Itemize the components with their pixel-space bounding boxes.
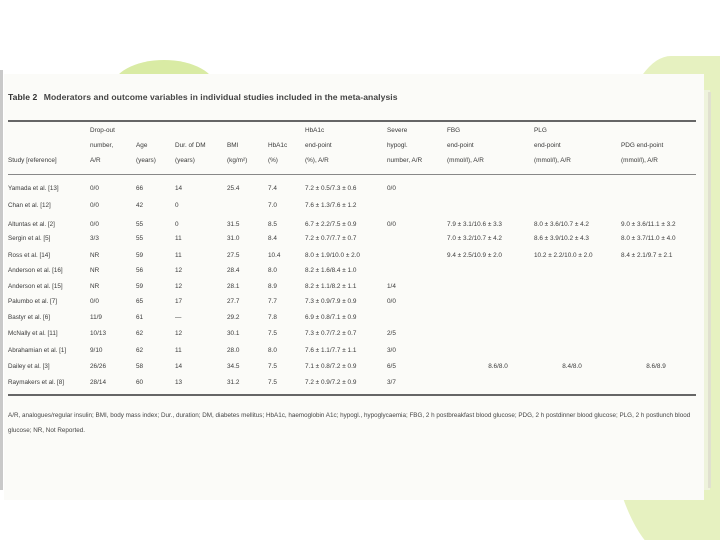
cell-study: Abrahamian et al. [1]	[8, 347, 67, 354]
cell-hba1c: 8.5	[268, 221, 277, 228]
cell-dropout: NR	[90, 283, 100, 290]
cell-hba1c: 10.4	[268, 252, 281, 259]
cell-plg: 8.6 ± 3.9/10.2 ± 4.3	[534, 235, 589, 242]
cell-dur: 13	[175, 379, 183, 386]
cell-hba1c: 7.5	[268, 379, 277, 386]
cell-dropout: 9/10	[90, 347, 103, 354]
cell-dur: 11	[175, 235, 182, 242]
header-hba1c: HbA1c	[268, 142, 288, 149]
header-hypo: number, A/R	[387, 157, 423, 164]
cell-hypo: 0/0	[387, 185, 396, 192]
cell-hypo: 3/7	[387, 379, 396, 386]
cell-plg: 8.4/8.0	[562, 363, 582, 370]
cell-hba1c-end: 8.2 ± 1.6/8.4 ± 1.0	[305, 267, 357, 274]
cell-dropout: NR	[90, 267, 100, 274]
cell-dur: 12	[175, 283, 183, 290]
cell-dur: 14	[175, 185, 183, 192]
cell-study: Yamada et al. [13]	[8, 185, 59, 192]
cell-hba1c: 8.0	[268, 347, 277, 354]
cell-hypo: 0/0	[387, 298, 396, 305]
cell-hba1c-end: 7.2 ± 0.9/7.2 ± 0.9	[305, 379, 357, 386]
cell-hba1c: 8.4	[268, 235, 277, 242]
header-pdg: PDG end-point	[621, 142, 664, 149]
cell-dur: 0	[175, 221, 179, 228]
cell-bmi: 25.4	[227, 185, 240, 192]
header-hba1c-end: (%), A/R	[305, 157, 329, 164]
cell-hba1c-end: 8.2 ± 1.1/8.2 ± 1.1	[305, 283, 357, 290]
cell-bmi: 34.5	[227, 363, 240, 370]
cell-dropout: 11/9	[90, 314, 102, 321]
cell-age: 65	[136, 298, 144, 305]
header-study: Study [reference]	[8, 157, 57, 164]
table-bottom-rule	[8, 394, 696, 396]
header-dropout: Drop-out	[90, 127, 115, 134]
table-top-rule	[8, 120, 696, 122]
cell-fbg: 7.9 ± 3.1/10.6 ± 3.3	[447, 221, 502, 228]
cell-pdg: 9.0 ± 3.6/11.1 ± 3.2	[621, 221, 676, 228]
header-pdg: (mmol/l), A/R	[621, 157, 658, 164]
cell-dur: 14	[175, 363, 183, 370]
cell-dropout: 10/13	[90, 330, 106, 337]
cell-dropout: 26/26	[90, 363, 106, 370]
cell-hypo: 6/5	[387, 363, 396, 370]
header-hba1c-end: end-point	[305, 142, 332, 149]
cell-dropout: 0/0	[90, 221, 99, 228]
cell-dropout: 0/0	[90, 202, 99, 209]
cell-study: Altuntas et al. [2]	[8, 221, 55, 228]
header-age: (years)	[136, 157, 156, 164]
cell-bmi: 27.7	[227, 298, 240, 305]
cell-bmi: 30.1	[227, 330, 240, 337]
cell-study: Palumbo et al. [7]	[8, 298, 58, 305]
cell-hba1c: 7.0	[268, 202, 277, 209]
header-hypo: Severe	[387, 127, 408, 134]
cell-plg: 10.2 ± 2.2/10.0 ± 2.0	[534, 252, 593, 259]
header-hypo: hypogl.	[387, 142, 408, 149]
cell-study: McNally et al. [11]	[8, 330, 58, 337]
cell-dropout: NR	[90, 252, 100, 259]
cell-age: 60	[136, 379, 144, 386]
cell-hba1c-end: 7.3 ± 0.9/7.9 ± 0.9	[305, 298, 357, 305]
header-age: Age	[136, 142, 148, 149]
cell-age: 55	[136, 221, 144, 228]
cell-hba1c-end: 7.1 ± 0.8/7.2 ± 0.9	[305, 363, 357, 370]
cell-hba1c: 8.0	[268, 267, 277, 274]
cell-age: 66	[136, 185, 144, 192]
cell-age: 56	[136, 267, 144, 274]
cell-bmi: 27.5	[227, 252, 240, 259]
cell-hba1c-end: 7.6 ± 1.1/7.7 ± 1.1	[305, 347, 357, 354]
cell-pdg: 8.4 ± 2.1/9.7 ± 2.1	[621, 252, 673, 259]
cell-fbg: 7.0 ± 3.2/10.7 ± 4.2	[447, 235, 502, 242]
cell-age: 59	[136, 252, 144, 259]
header-dropout: A/R	[90, 157, 101, 164]
cell-hba1c-end: 7.2 ± 0.7/7.7 ± 0.7	[305, 235, 357, 242]
header-dropout: number,	[90, 142, 114, 149]
cell-study: Raymakers et al. [8]	[8, 379, 64, 386]
cell-dur: 12	[175, 330, 183, 337]
table-footnote: A/R, analogues/regular insulin; BMI, body mass index; Dur., duration; DM, diabetes mellitus; HbA1c, haemoglobin A1c; hypogl., hypoglycaemia; FBG, 2 h postbreakfast blood glucose; PDG, 2 h postdinner blood glucose; PLG, 2 h postlunch blood glucose; NR, Not Reported.	[8, 412, 691, 434]
cell-hypo: 1/4	[387, 283, 396, 290]
cell-bmi: 28.0	[227, 347, 240, 354]
cell-dropout: 0/0	[90, 185, 99, 192]
header-fbg: (mmol/l), A/R	[447, 157, 484, 164]
cell-hba1c: 7.7	[268, 298, 277, 305]
cell-dropout: 28/14	[90, 379, 106, 386]
cell-age: 58	[136, 363, 144, 370]
cell-hba1c: 7.5	[268, 330, 277, 337]
cell-hba1c-end: 7.3 ± 0.7/7.2 ± 0.7	[305, 330, 357, 337]
cell-dur: 11	[175, 252, 182, 259]
header-hba1c-end: HbA1c	[305, 127, 325, 134]
cell-dur: 17	[175, 298, 183, 305]
cell-bmi: 31.2	[227, 379, 240, 386]
cell-age: 42	[136, 202, 144, 209]
cell-pdg: 8.0 ± 3.7/11.0 ± 4.0	[621, 235, 676, 242]
cell-study: Dailey et al. [3]	[8, 363, 50, 370]
cell-hba1c: 7.5	[268, 363, 277, 370]
table-title	[8, 92, 398, 102]
header-plg: end-point	[534, 142, 561, 149]
cell-dropout: 3/3	[90, 235, 99, 242]
cell-age: 55	[136, 235, 144, 242]
cell-hba1c-end: 7.6 ± 1.3/7.6 ± 1.2	[305, 202, 357, 209]
header-fbg: end-point	[447, 142, 474, 149]
cell-age: 62	[136, 347, 144, 354]
table-number: Table 2	[8, 92, 38, 102]
paper-edge-line	[708, 92, 711, 488]
cell-hba1c: 7.8	[268, 314, 277, 321]
cell-dur: 0	[175, 202, 179, 209]
cell-bmi: 31.0	[227, 235, 240, 242]
cell-study: Bastyr et al. [6]	[8, 314, 50, 321]
cell-hba1c-end: 6.9 ± 0.8/7.1 ± 0.9	[305, 314, 357, 321]
header-bmi: (kg/m²)	[227, 157, 248, 164]
cell-study: Anderson et al. [15]	[8, 283, 63, 290]
cell-hba1c-end: 8.0 ± 1.9/10.0 ± 2.0	[305, 252, 360, 259]
cell-fbg: 8.6/8.0	[488, 363, 508, 370]
cell-dur: 11	[175, 347, 182, 354]
header-hba1c: (%)	[268, 157, 278, 164]
cell-pdg: 8.6/8.9	[646, 363, 666, 370]
header-plg: PLG	[534, 127, 547, 134]
cell-hypo: 3/0	[387, 347, 396, 354]
header-dur: (years)	[175, 157, 195, 164]
cell-study: Chan et al. [12]	[8, 202, 51, 209]
cell-hba1c-end: 6.7 ± 2.2/7.5 ± 0.9	[305, 221, 357, 228]
table-header-rule	[8, 174, 696, 175]
cell-study: Anderson et al. [16]	[8, 267, 63, 274]
left-edge-bar	[0, 70, 3, 490]
header-dur: Dur. of DM	[175, 142, 206, 149]
cell-study: Sergin et al. [5]	[8, 235, 51, 242]
cell-fbg: 9.4 ± 2.5/10.9 ± 2.0	[447, 252, 502, 259]
table-caption: Moderators and outcome variables in individual studies included in the meta-analysis	[43, 92, 398, 102]
cell-bmi: 31.5	[227, 221, 240, 228]
cell-hba1c: 8.9	[268, 283, 277, 290]
cell-dur: —	[175, 314, 182, 321]
cell-hba1c: 7.4	[268, 185, 277, 192]
cell-age: 62	[136, 330, 144, 337]
header-bmi: BMI	[227, 142, 239, 149]
cell-hypo: 0/0	[387, 221, 396, 228]
cell-hypo: 2/5	[387, 330, 396, 337]
cell-hba1c-end: 7.2 ± 0.5/7.3 ± 0.6	[305, 185, 357, 192]
cell-study: Ross et al. [14]	[8, 252, 50, 259]
cell-age: 61	[136, 314, 144, 321]
cell-bmi: 29.2	[227, 314, 240, 321]
cell-plg: 8.0 ± 3.6/10.7 ± 4.2	[534, 221, 589, 228]
cell-bmi: 28.1	[227, 283, 240, 290]
cell-dropout: 0/0	[90, 298, 99, 305]
cell-age: 59	[136, 283, 144, 290]
cell-bmi: 28.4	[227, 267, 240, 274]
header-plg: (mmol/l), A/R	[534, 157, 571, 164]
header-fbg: FBG	[447, 127, 461, 134]
cell-dur: 12	[175, 267, 183, 274]
